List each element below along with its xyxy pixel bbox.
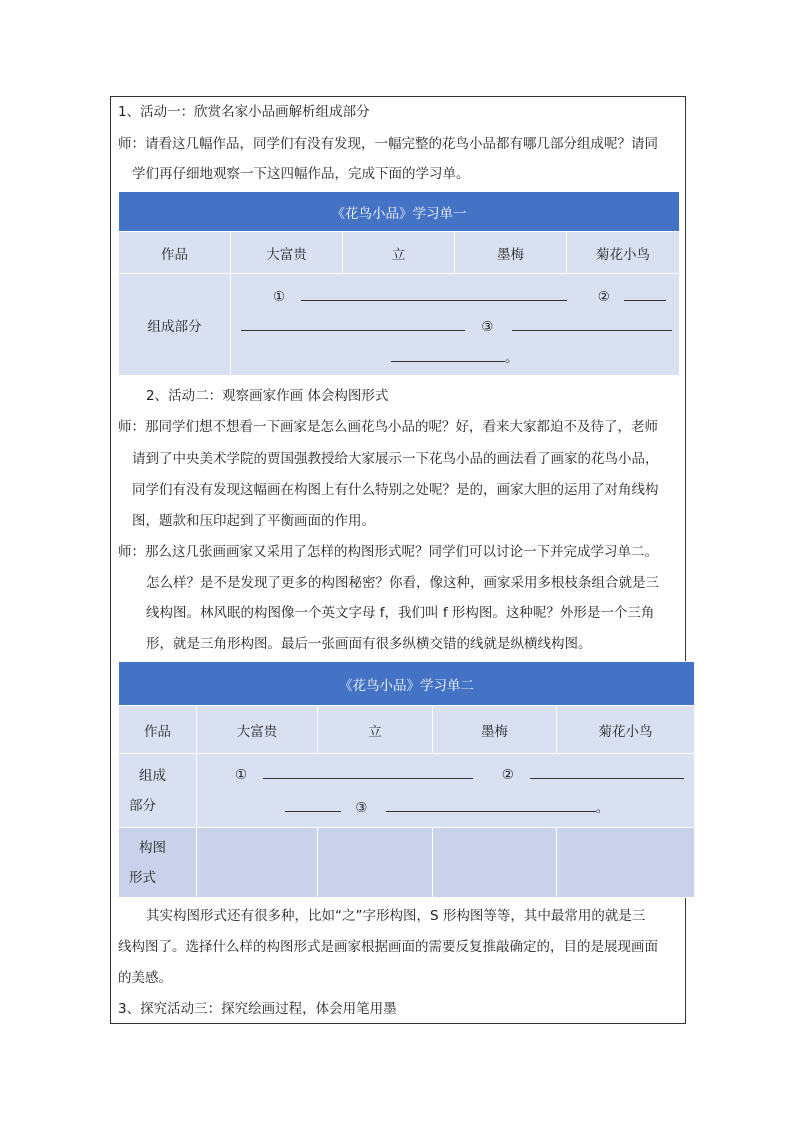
answer-blank-2[interactable] [624,286,666,301]
marker-1: ① [273,289,286,305]
composition-cell-li[interactable] [318,828,433,898]
activity-3-title: 3、探究活动三：探究绘画过程，体会用笔用墨 [118,1001,397,1017]
paragraph-line: 师：那么这几张画画家又采用了怎样的构图形式呢？同学们可以讨论一下并完成学习单二。 [118,544,658,560]
header-work: 作品 [119,706,197,754]
paragraph-line: 怎么样？是不是发现了更多的构图秘密？你看，像这种，画家采用多根枝条组合就是三 [146,575,659,591]
header-juhua: 菊花小鸟 [557,706,695,754]
header-meimei: 墨梅 [433,706,557,754]
answer-blank-1[interactable] [263,764,473,779]
header-li: 立 [318,706,433,754]
paragraph-line: 请到了中央美术学院的贾国强教授给大家展示一下花鸟小品的画法看了画家的花鸟小品， [132,451,659,467]
paragraph-line: 的美感。 [118,970,172,986]
components-answer-cell [197,754,695,828]
marker-2: ② [597,289,610,305]
paragraph-line: 形，就是三角形构图。最后一张画面有很多纵横交错的线就是纵横线构图。 [146,636,592,652]
answer-blank-3[interactable] [512,316,672,331]
paragraph-line: 学们再仔细地观察一下这四幅作品，完成下面的学习单。 [132,166,470,182]
header-meimei: 墨梅 [455,232,567,274]
row-label-composition: 构图 形式 [119,828,197,898]
marker-3: ③ [481,319,494,335]
worksheet-1-title: 《花鸟小品》学习单一 [119,192,680,232]
marker-1: ① [235,767,248,783]
components-answer-cell [231,274,680,376]
row-label-components: 组成部分 [119,274,231,376]
paragraph-line: 同学们有没有发现这幅画在构图上有什么特别之处呢？是的，画家大胆的运用了对角线构 [132,482,659,498]
answer-blank-2[interactable] [530,764,684,779]
composition-cell-meimei[interactable] [433,828,557,898]
row-label-components: 组成 部分 [119,754,197,828]
answer-blank-3b[interactable] [391,347,505,362]
paragraph-line: 其实构图形式还有很多种，比如“之”字形构图，S 形构图等等，其中最常用的就是三 [146,908,646,924]
period: 。 [595,800,610,816]
header-dafugui: 大富贵 [197,706,318,754]
header-li: 立 [343,232,455,274]
worksheet-2-table [118,661,695,898]
answer-blank-2b[interactable] [241,316,465,331]
worksheet-2-title: 《花鸟小品》学习单二 [119,662,695,706]
header-work: 作品 [119,232,231,274]
paragraph-line: 线构图了。选择什么样的构图形式是画家根据画面的需要反复推敲确定的，目的是展现画面 [118,939,658,955]
paragraph-line: 图，题款和压印起到了平衡画面的作用。 [132,513,375,529]
worksheet-1-table [118,191,680,376]
marker-3: ③ [355,800,368,816]
paragraph-line: 师：那同学们想不想看一下画家是怎么画花鸟小品的呢？好，看来大家都迫不及待了，老师 [118,419,658,435]
paragraph-line: 线构图。林风眠的构图像一个英文字母 f，我们叫 f 形构图。这种呢？外形是一个三角 [146,605,655,621]
marker-2: ② [501,767,514,783]
answer-blank-2b[interactable] [285,797,341,812]
activity-2-title: 2、活动二：观察画家作画 体会构图形式 [146,388,389,404]
paragraph-line: 师：请看这几幅作品，同学们有没有发现，一幅完整的花鸟小品都有哪几部分组成呢？请同 [118,136,658,152]
composition-cell-dafugui[interactable] [197,828,318,898]
composition-cell-juhua[interactable] [557,828,695,898]
answer-blank-1[interactable] [301,286,567,301]
header-dafugui: 大富贵 [231,232,343,274]
activity-1-title: 1、活动一：欣赏名家小品画解析组成部分 [118,104,370,120]
header-juhua: 菊花小鸟 [567,232,680,274]
period: 。 [505,350,519,366]
answer-blank-3[interactable] [386,797,596,812]
